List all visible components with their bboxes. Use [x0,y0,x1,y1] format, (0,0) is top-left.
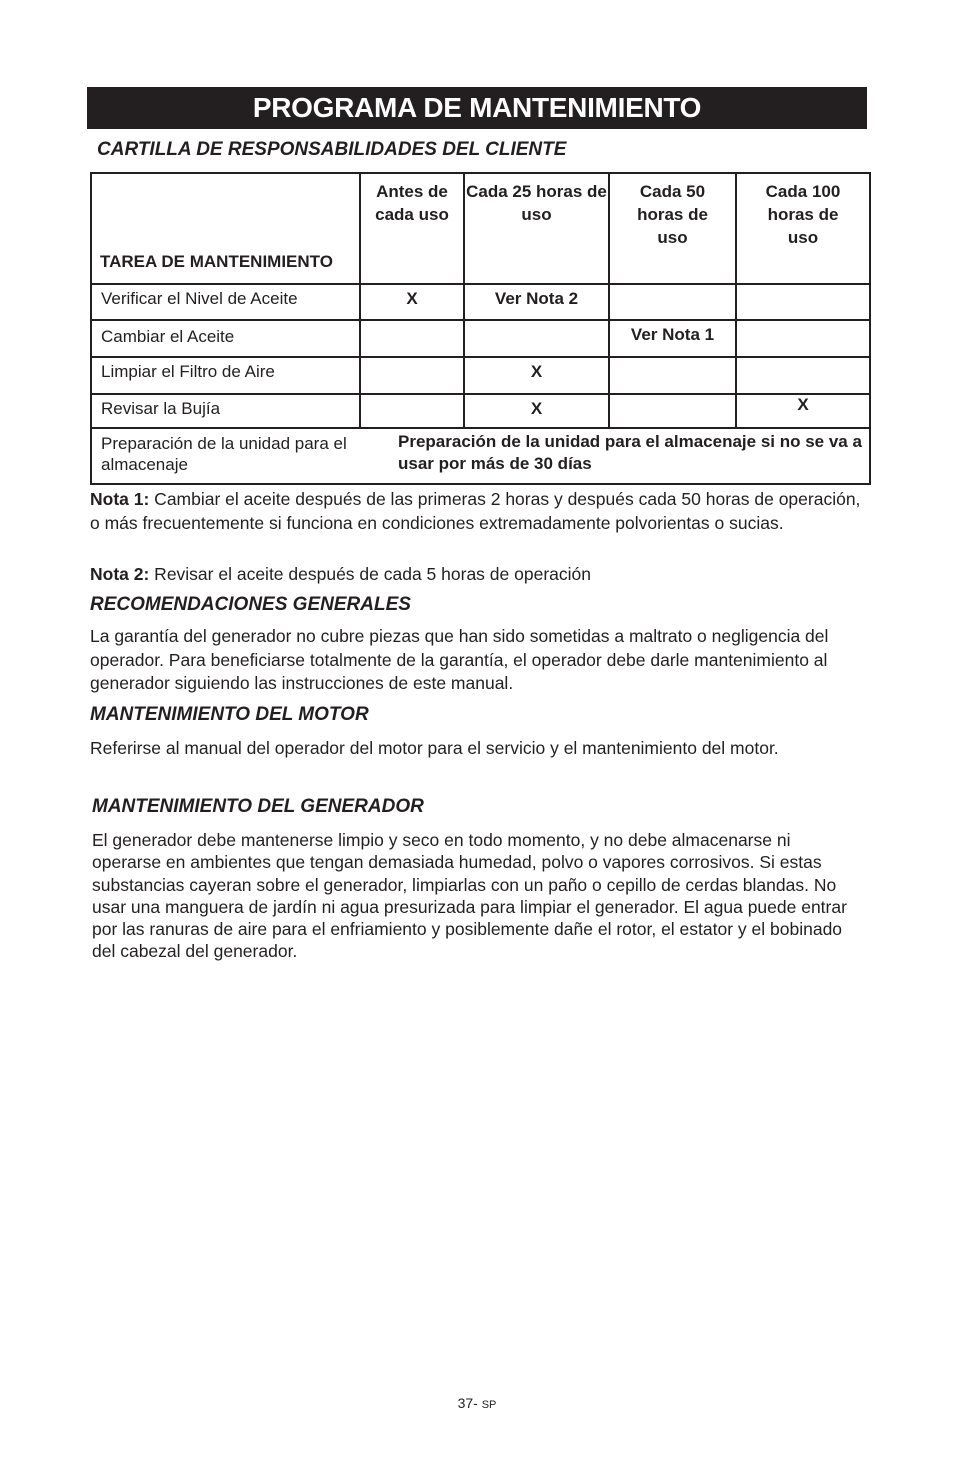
task-cell: Preparación de la unidad para el almacenaje [91,428,360,484]
note-2 [90,563,870,587]
general-recommendations-text: La garantía del generador no cubre piezas que han sido sometidas a maltrato o negligencia del operador. Para beneficiarse totalmente de la garantía, el operador debe darle mantenimiento al generador siguiendo las instrucciones de este manual. [90,626,829,693]
note-cell: Ver Nota 1 [609,320,736,357]
mark-cell [360,357,464,394]
mark-cell [736,284,870,320]
mark-cell [736,357,870,394]
header-every-25-hours: Cada 25 horas de uso [464,173,609,284]
mark-cell [736,320,870,357]
table-row [91,394,870,428]
storage-note-cell: Preparación de la unidad para el almacenaje si no se va a usar por más de 30 días [360,428,870,484]
table-row [91,284,870,320]
task-cell: Limpiar el Filtro de Aire [91,357,360,394]
page-title: PROGRAMA DE MANTENIMIENTO [87,87,867,129]
mark-cell: X [464,394,609,428]
language-code: SP [481,1399,497,1411]
header-before-each-use: Antes de cada uso [360,173,464,284]
table-row [91,320,870,357]
mark-cell [609,284,736,320]
note-1-text: Cambiar el aceite después de las primeras 2 horas y después cada 50 horas de operación, o más frecuentemente si funciona en condiciones extremadamente polvorientas o sucias. [90,489,861,533]
mark-cell [360,320,464,357]
generator-maintenance-heading: MANTENIMIENTO DEL GENERADOR [92,796,424,817]
generator-maintenance-text: El generador debe mantenerse limpio y seco en todo momento, y no debe almacenarse ni operarse en ambientes que tengan demasiada humedad, polvo o vapores corrosivos. Si estas substancias cayeran sobre el generador, limpiarlas con un paño o cepillo de cerdas blandas. No usar una manguera de jardín ni agua presurizada para limpiar el generador. El agua puede entrar por las ranuras de aire para el enfriamiento y posiblemente dañe el rotor, el estator y el bobinado del cabezal del generador. [92,830,847,962]
mark-cell [464,320,609,357]
table-section-heading: CARTILLA DE RESPONSABILIDADES DEL CLIENTE [97,139,567,160]
motor-maintenance-text: Referirse al manual del operador del motor para el servicio y el mantenimiento del motor. [90,738,779,758]
note-cell: Ver Nota 2 [464,284,609,320]
mark-cell: X [736,394,870,428]
table-header-row [91,173,870,284]
mark-cell: X [464,357,609,394]
task-cell: Cambiar el Aceite [91,320,360,357]
table-row [91,357,870,394]
mark-cell [360,394,464,428]
header-task: TAREA DE MANTENIMIENTO [91,173,360,284]
general-recommendations-heading: RECOMENDACIONES GENERALES [90,594,411,615]
mark-cell [609,394,736,428]
task-cell: Verificar el Nivel de Aceite [91,284,360,320]
header-every-50-hours: Cada 50 horas de uso [609,173,736,284]
mark-cell [609,357,736,394]
table-row-storage [91,428,870,484]
task-cell: Revisar la Bujía [91,394,360,428]
motor-maintenance-heading: MANTENIMIENTO DEL MOTOR [90,704,369,725]
header-every-100-hours: Cada 100 horas de uso [736,173,870,284]
maintenance-table [90,172,871,485]
note-2-text: Revisar el aceite después de cada 5 horas de operación [149,564,591,584]
page-footer [0,1395,954,1411]
note-2-label: Nota 2: [90,564,150,584]
page-number: 37- [457,1395,482,1411]
note-1 [90,488,870,535]
note-1-label: Nota 1: [90,489,150,509]
mark-cell: X [360,284,464,320]
